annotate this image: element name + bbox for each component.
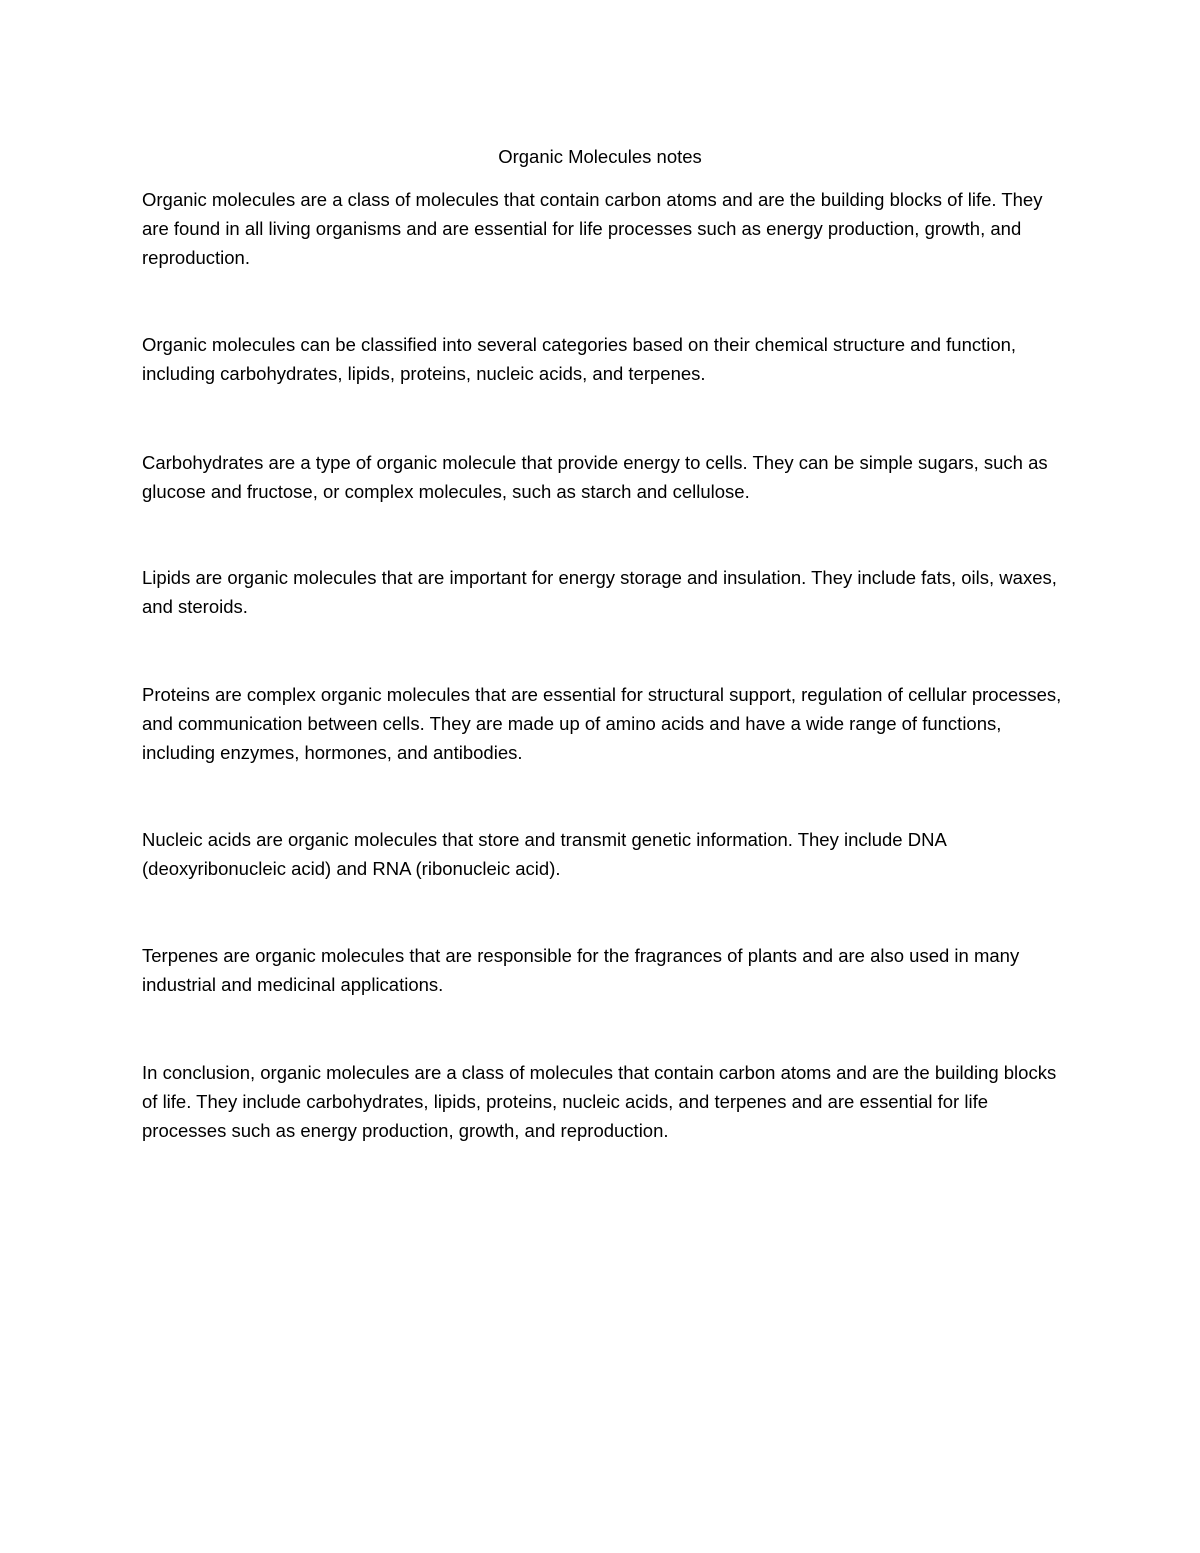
paragraph-proteins: Proteins are complex organic molecules that are essential for structural support, regulation of cellular processes, and communication between cells. They are made up of amino acids and have a wide range of functions, including enzymes, hormones, and antibodies. (142, 684, 1062, 763)
paragraph-carbohydrates: Carbohydrates are a type of organic molecule that provide energy to cells. They can be simple sugars, such as glucose and fructose, or complex molecules, such as starch and cellulose. (142, 452, 1048, 502)
paragraph-lipids: Lipids are organic molecules that are important for energy storage and insulation. They include fats, oils, waxes, and steroids. (142, 567, 1057, 617)
paragraph-conclusion: In conclusion, organic molecules are a class of molecules that contain carbon atoms and are the building blocks of life. They include carbohydrates, lipids, proteins, nucleic acids, and terpenes and are essential for life processes such as energy production, growth, and reproduction. (142, 1062, 1057, 1141)
paragraph-nucleic-acids: Nucleic acids are organic molecules that store and transmit genetic information. They include DNA (deoxyribonucleic acid) and RNA (ribonucleic acid). (142, 829, 946, 879)
document-title: Organic Molecules notes (498, 146, 702, 167)
paragraph-intro: Organic molecules are a class of molecules that contain carbon atoms and are the building blocks of life. They are found in all living organisms and are essential for life processes such as energy production, growth, and reproduction. (142, 189, 1043, 268)
paragraph-terpenes: Terpenes are organic molecules that are responsible for the fragrances of plants and are also used in many industrial and medicinal applications. (142, 945, 1020, 995)
paragraph-classification: Organic molecules can be classified into several categories based on their chemical structure and function, including carbohydrates, lipids, proteins, nucleic acids, and terpenes. (142, 334, 1017, 384)
